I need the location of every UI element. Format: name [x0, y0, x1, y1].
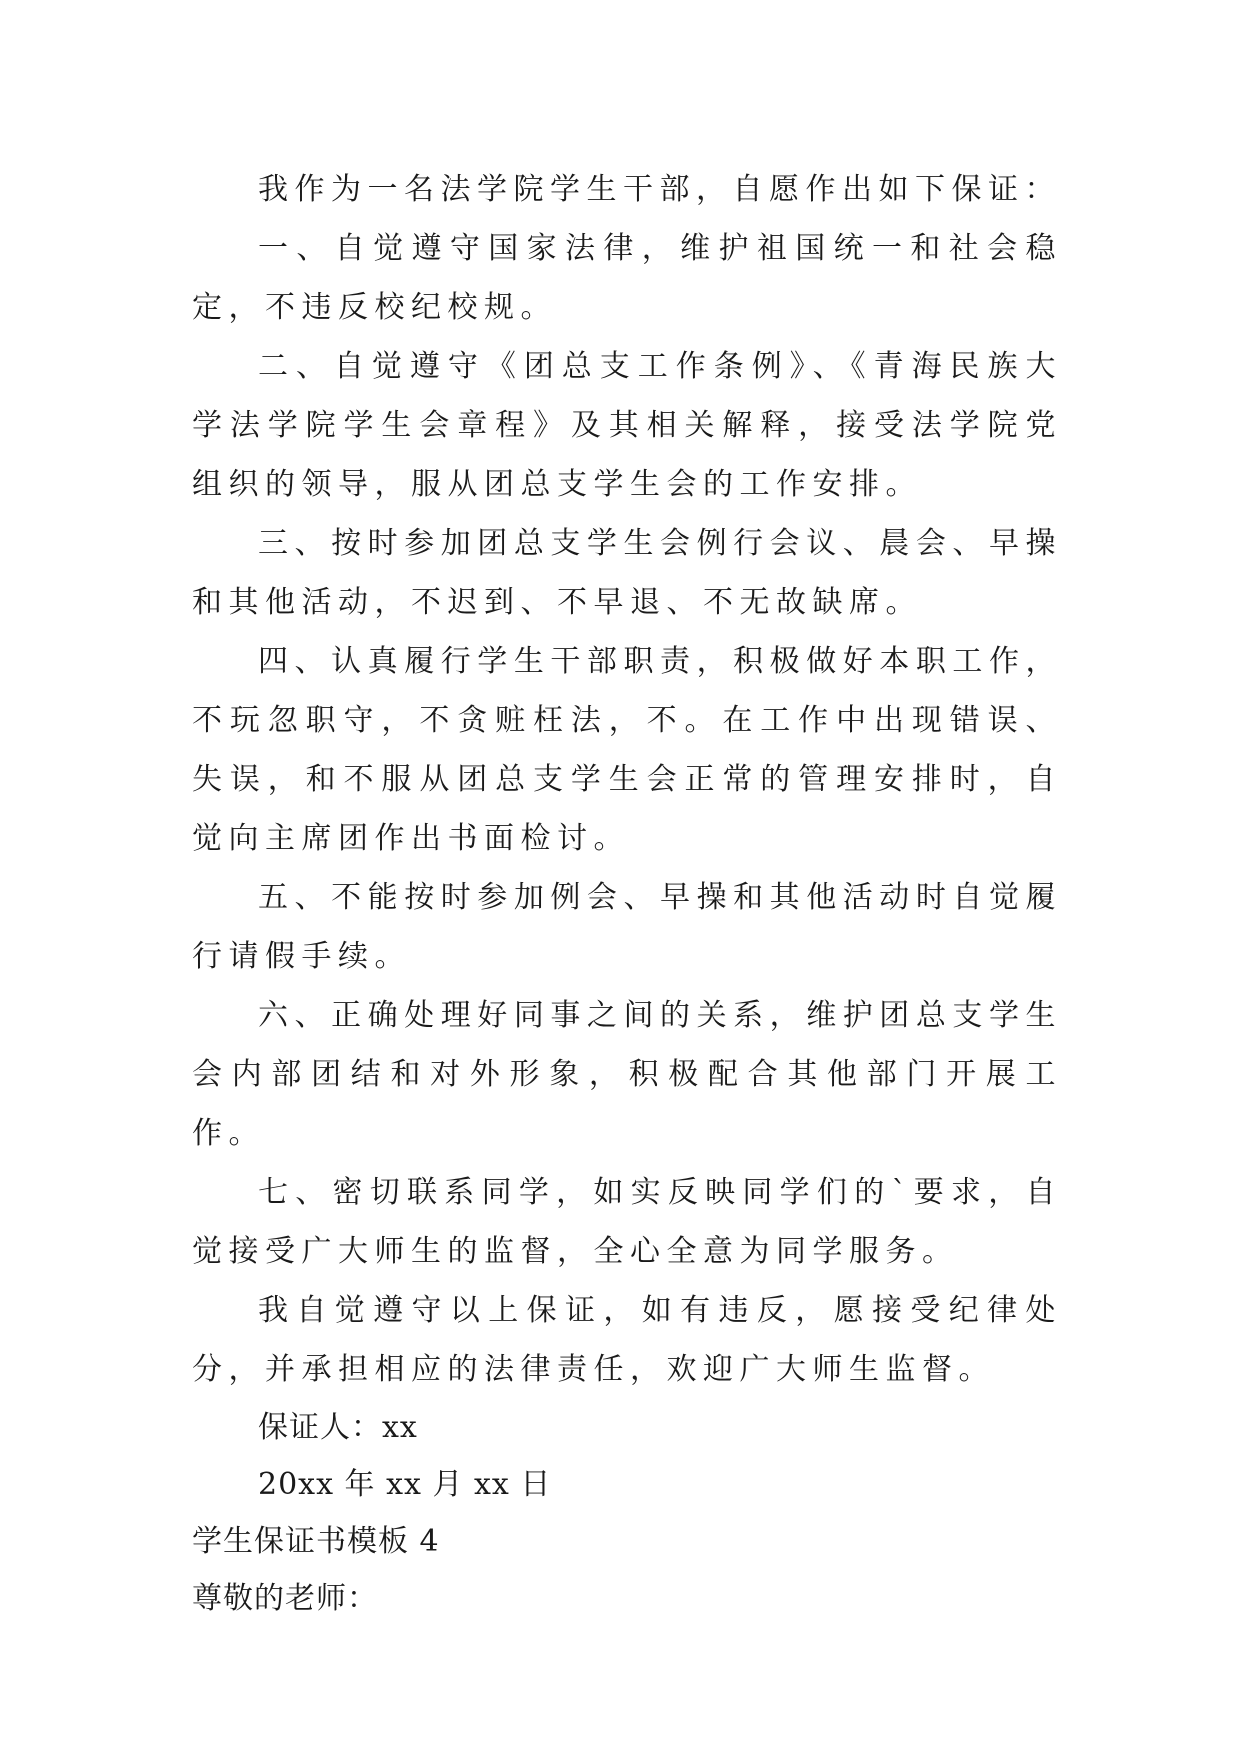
paragraph-item-2: 二、自觉遵守《团总支工作条例》、《青海民族大学法学院学生会章程》及其相关解释，接受法学院党组织的领导，服从团总支学生会的工作安排。: [192, 349, 1062, 502]
paragraph-item-6: 六、正确处理好同事之间的关系，维护团总支学生会内部团结和对外形象，积极配合其他部门开展工作。: [192, 998, 1062, 1151]
paragraph-item-5: 五、不能按时参加例会、早操和其他活动时自觉履行请假手续。: [192, 880, 1062, 974]
paragraph-item-3: 三、按时参加团总支学生会例行会议、晨会、早操和其他活动，不迟到、不早退、不无故缺席。: [192, 526, 1062, 620]
document-body: [192, 160, 1062, 1627]
paragraph-intro: 我作为一名法学院学生干部，自愿作出如下保证：: [258, 172, 1061, 207]
next-template-heading: 学生保证书模板 4: [192, 1524, 440, 1559]
paragraph-closing: 我自觉遵守以上保证，如有违反，愿接受纪律处分，并承担相应的法律责任，欢迎广大师生监督。: [192, 1293, 1062, 1387]
paragraph-item-4: 四、认真履行学生干部职责，积极做好本职工作，不玩忽职守，不贪赃枉法，不。在工作中出现错误、失误，和不服从团总支学生会正常的管理安排时，自觉向主席团作出书面检讨。: [192, 644, 1062, 856]
date-line: 20xx 年 xx 月 xx 日: [258, 1467, 552, 1502]
paragraph-item-7: 七、密切联系同学，如实反映同学们的`要求，自觉接受广大师生的监督，全心全意为同学服务。: [192, 1175, 1062, 1269]
salutation: 尊敬的老师：: [192, 1581, 378, 1616]
paragraph-item-1: 一、自觉遵守国家法律，维护祖国统一和社会稳定，不违反校纪校规。: [192, 231, 1062, 325]
guarantor-line: 保证人：xx: [258, 1410, 418, 1445]
